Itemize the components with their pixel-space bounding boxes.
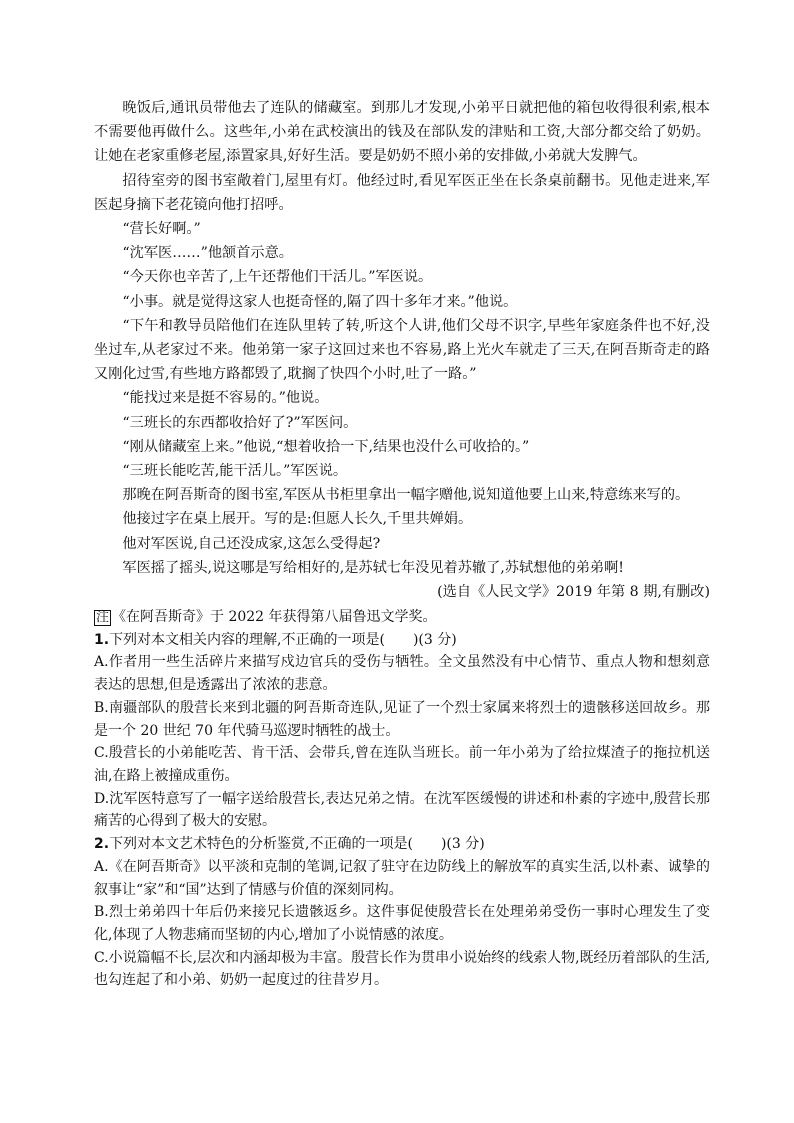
question-number: 2.	[94, 836, 110, 853]
option-c: C.殷营长的小弟能吃苦、肯干活、会带兵,曾在连队当班长。前一年小弟为了给拉煤渣子的拖拉机送油,在路上被撞成重伤。	[94, 745, 710, 784]
question-number: 1.	[94, 631, 110, 648]
footnote	[94, 606, 710, 629]
story-paragraph: “营长好啊。”	[122, 221, 201, 238]
story-paragraph: 他接过字在桌上展开。写的是:但愿人长久,千里共婵娟。	[122, 511, 473, 528]
option-a: A.作者用一些生活碎片来描写戍边官兵的受伤与牺牲。全文虽然没有中心情节、重点人物和想刻意表达的思想,但是透露出了浓浓的悲意。	[94, 654, 710, 694]
story-paragraph: “刚从储藏室上来。”他说,“想着收拾一下,结果也没什么可收拾的。”	[122, 438, 530, 455]
option-a: A.《在阿吾斯奇》以平淡和克制的笔调,记叙了驻守在边防线上的解放军的真实生活,以朴素、诚挚的叙事让“家”和“国”达到了情感与价值的深刻同构。	[94, 858, 710, 898]
story-paragraph: “今天你也辛苦了,上午还帮他们干活儿。”军医说。	[122, 269, 433, 286]
option-b: B.南疆部队的殷营长来到北疆的阿吾斯奇连队,见证了一个烈士家属来将烈士的遗骸移送回故乡。那是一个 20 世纪 70 年代骑马巡逻时牺牲的战士。	[94, 699, 710, 739]
note-text: 《在阿吾斯奇》于 2022 年获得第八届鲁迅文学奖。	[112, 609, 437, 626]
story-paragraph: “三班长的东西都收拾好了?”军医问。	[122, 414, 358, 431]
story-paragraph: 他对军医说,自己还没成家,这怎么受得起?	[122, 535, 381, 552]
question-stem	[94, 833, 710, 856]
question-1	[94, 629, 710, 833]
story-paragraph: 军医摇了摇头,说这哪是写给相好的,是苏轼七年没见着苏辙了,苏轼想他的弟弟啊!	[122, 559, 624, 576]
story-paragraph: 那晚在阿吾斯奇的图书室,军医从书柜里拿出一幅字赠他,说知道他要上山来,特意练来写的。	[122, 487, 690, 504]
story-paragraph: “小事。就是觉得这家人也挺奇怪的,隔了四十多年才来。”他说。	[122, 293, 518, 310]
question-2	[94, 833, 710, 992]
option-d: D.沈军医特意写了一幅字送给殷营长,表达兄弟之情。在沈军医缓慢的讲述和朴素的字迹中,殷营长那痛苦的心得到了极大的安慰。	[94, 790, 710, 830]
story-body	[94, 96, 710, 604]
question-text: 下列对本文相关内容的理解,不正确的一项是( )(3 分)	[109, 631, 457, 648]
document-page	[94, 96, 710, 992]
story-paragraph: “下午和教导员陪他们在连队里转了转,听这个人讲,他们父母不识字,早些年家庭条件也不好,没坐过车,从老家过不来。他弟第一家子这回过来也不容易,路上光火车就走了三天,在阿吾斯奇走的路又刚化过雪,有些地方路都毁了,耽搁了快四个小时,吐了一路。”	[94, 317, 710, 383]
question-stem	[94, 629, 710, 652]
note-mark: 注	[96, 610, 110, 626]
story-paragraph: “三班长能吃苦,能干活儿。”军医说。	[122, 463, 348, 480]
question-text: 下列对本文艺术特色的分析鉴赏,不正确的一项是( )(3 分)	[109, 836, 485, 853]
option-b: B.烈士弟弟四十年后仍来接兄长遗骸返乡。这件事促使殷营长在处理弟弟受伤一事时心理发生了变化,体现了人物悲痛而坚韧的内心,增加了小说情感的浓度。	[94, 904, 710, 943]
source-citation: (选自《人民文学》2019 年第 8 期,有删改)	[437, 584, 710, 601]
option-c: C.小说篇幅不长,层次和内涵却极为丰富。殷营长作为贯串小说始终的线索人物,既经历着部队的生活,也勾连起了和小弟、奶奶一起度过的往昔岁月。	[94, 949, 711, 989]
story-paragraph: “沈军医……”他颔首示意。	[122, 245, 293, 262]
story-paragraph: “能找过来是挺不容易的。”他说。	[122, 390, 329, 407]
story-paragraph: 晚饭后,通讯员带他去了连队的储藏室。到那儿才发现,小弟平日就把他的箱包收得很利索,根本不需要他再做什么。这些年,小弟在武校演出的钱及在部队发的津贴和工资,大部分都交给了奶奶。让她在老家重修老屋,添置家具,好好生活。要是奶奶不照小弟的安排做,小弟就大发脾气。	[94, 100, 710, 165]
story-paragraph: 招待室旁的图书室敞着门,屋里有灯。他经过时,看见军医正坐在长条桌前翻书。见他走进来,军医起身摘下老花镜向他打招呼。	[94, 172, 710, 213]
